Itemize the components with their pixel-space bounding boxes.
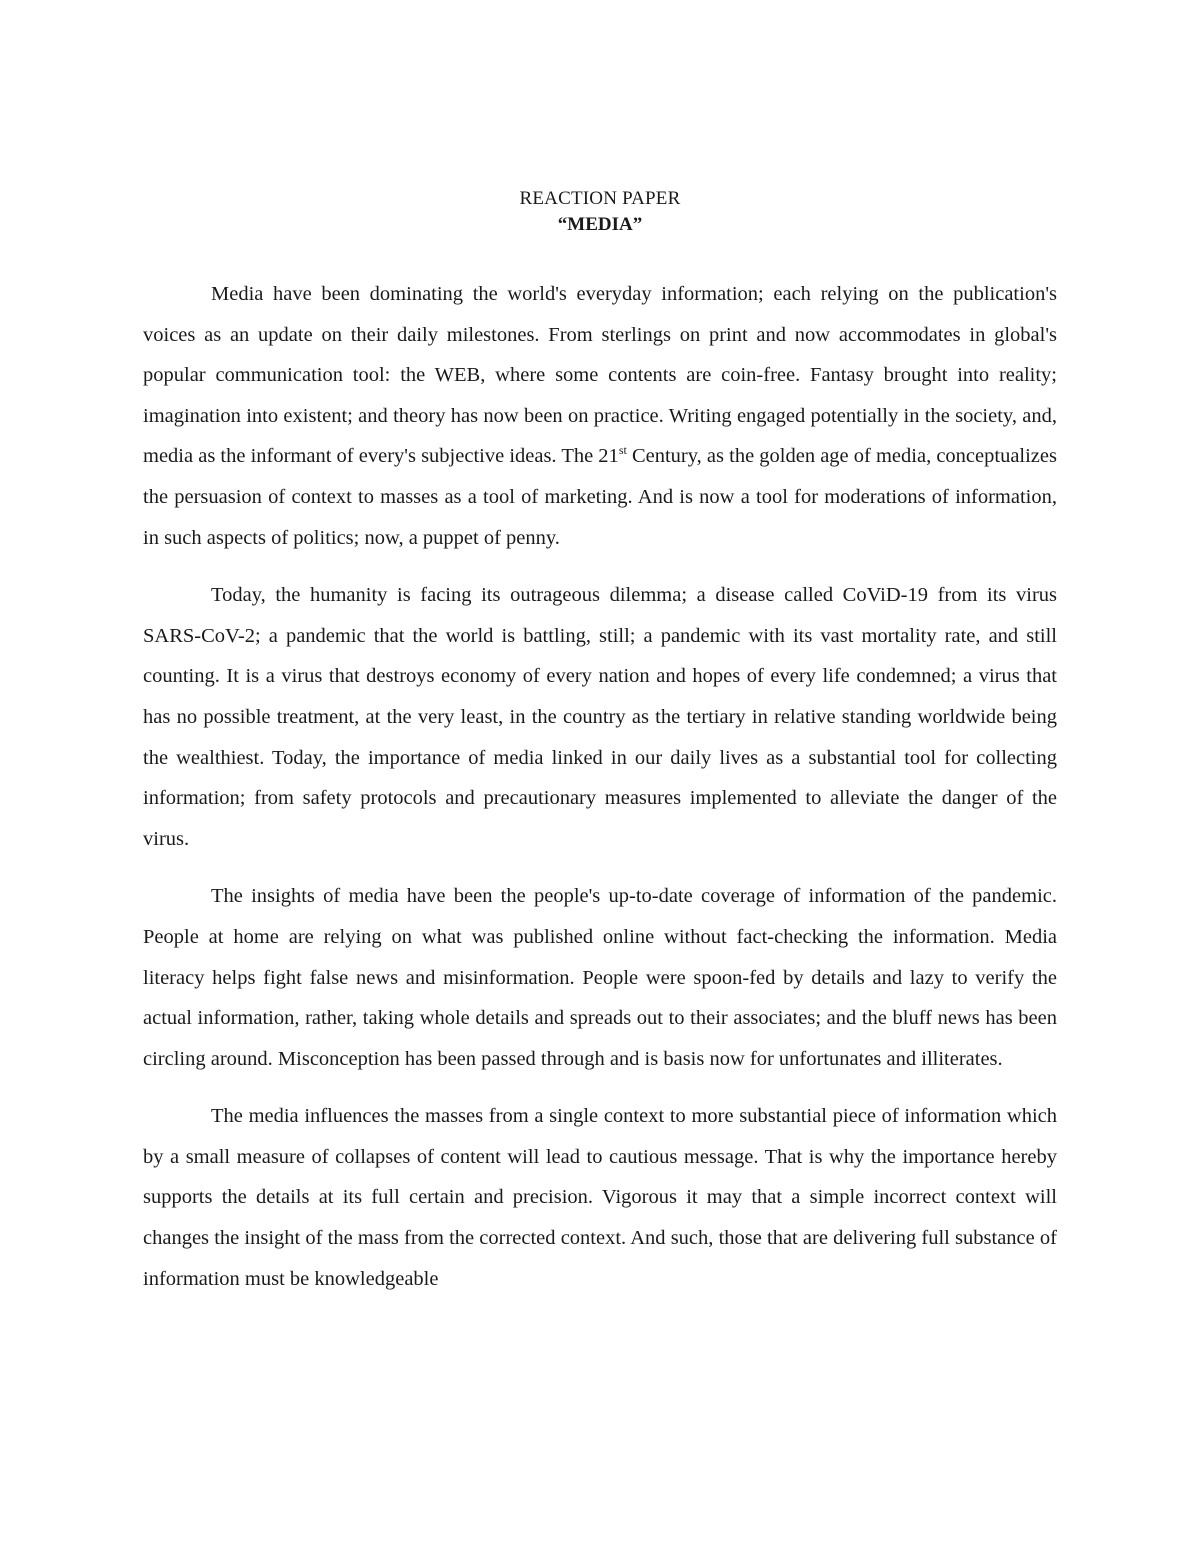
paragraph-1-text-a: Media have been dominating the world's everyday information; each relying on the publication's voices as an update on their daily milestones. From sterlings on print and now accommodates in global's popular communication tool: the WEB, where some contents are coin-free. Fantasy brought into reality; imagination into existent; and theory has now been on practice. Writing engaged potentially in the society, and, media as the informant of every's subjective ideas. The 21 xyxy=(143,283,1057,468)
document-body xyxy=(143,274,1057,1316)
paragraph-2: Today, the humanity is facing its outrageous dilemma; a disease called CoViD-19 from its virus SARS-CoV-2; a pandemic that the world is battling, still; a pandemic with its vast mortality rate, and still counting. It is a virus that destroys economy of every nation and hopes of every life condemned; a virus that has no possible treatment, at the very least, in the country as the tertiary in relative standing worldwide being the wealthiest. Today, the importance of media linked in our daily lives as a substantial tool for collecting information; from safety protocols and precautionary measures implemented to alleviate the danger of the virus. xyxy=(143,584,1057,850)
document-subtitle: “MEDIA” xyxy=(557,214,643,235)
paragraph-1 xyxy=(143,274,1057,558)
document-title: REACTION PAPER xyxy=(519,188,681,209)
document-header xyxy=(143,186,1057,238)
paragraph-3: The insights of media have been the people's up-to-date coverage of information of the pandemic. People at home are relying on what was published online without fact-checking the information. Media literacy helps fight false news and misinformation. People were spoon-fed by details and lazy to verify the actual information, rather, taking whole details and spreads out to their associates; and the bluff news has been circling around. Misconception has been passed through and is basis now for unfortunates and illiterates. xyxy=(143,885,1057,1070)
paragraph-1-text-b: Century, as the golden age of media, conceptualizes the persuasion of context to masses as a tool of marketing. And is now a tool for moderations of information, in such aspects of politics; now, a puppet of penny. xyxy=(143,445,1057,549)
ordinal-suffix: st xyxy=(618,443,627,458)
paragraph-4: The media influences the masses from a single context to more substantial piece of information which by a small measure of collapses of content will lead to cautious message. That is why the importance hereby supports the details at its full certain and precision. Vigorous it may that a simple incorrect context will changes the insight of the mass from the corrected context. And such, those that are delivering full substance of information must be knowledgeable xyxy=(143,1105,1057,1290)
